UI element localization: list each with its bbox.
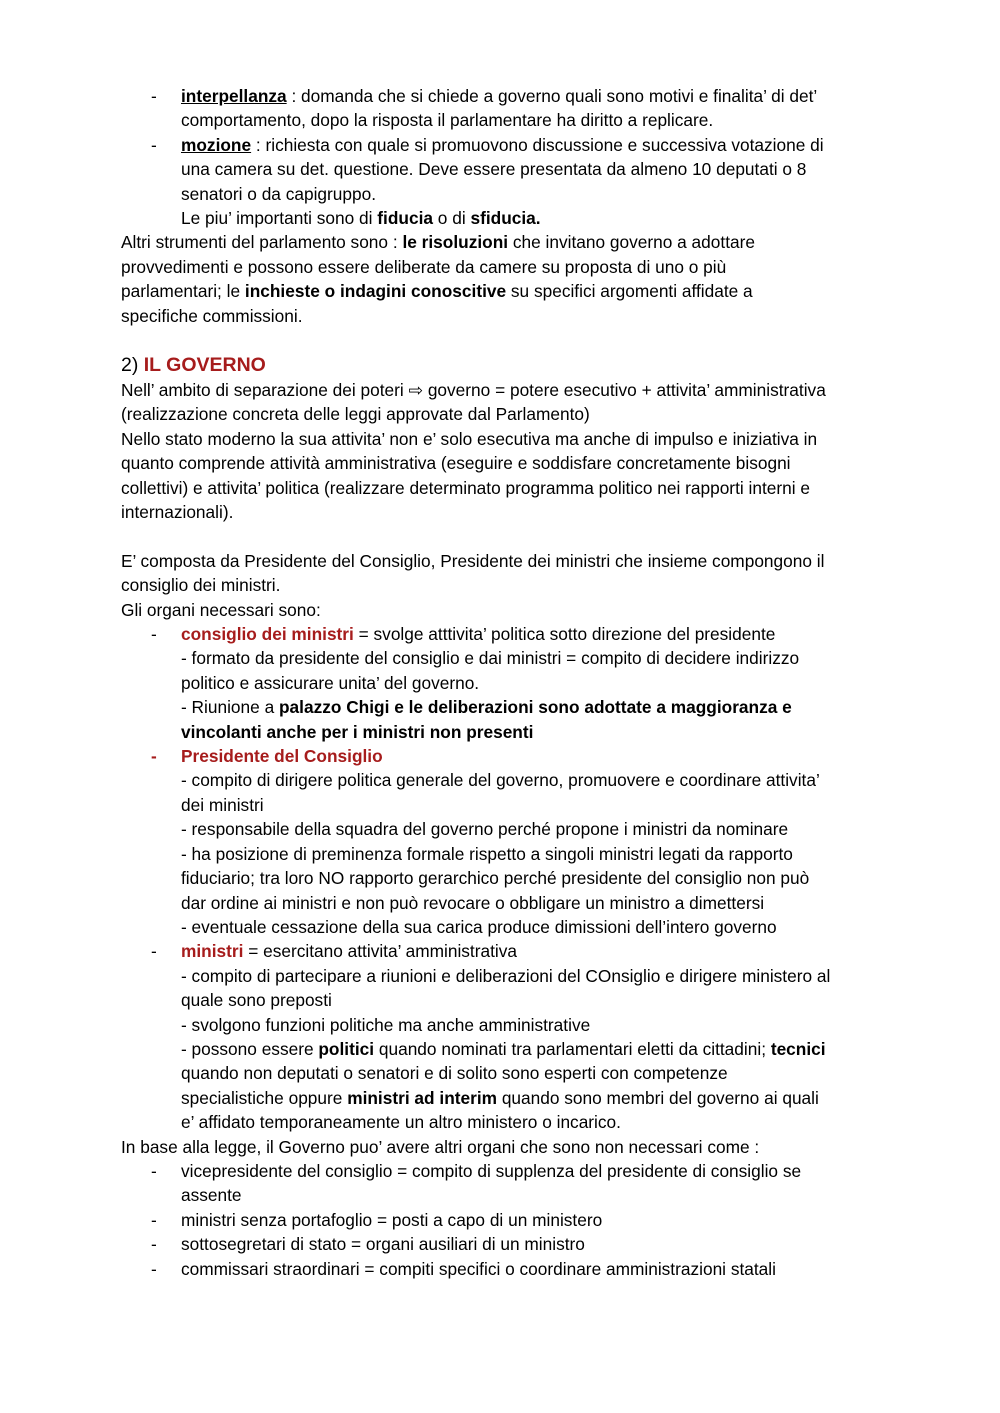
list-item-vicepresidente: - vicepresidente del consiglio = compito di supplenza del presidente di consiglio se assente <box>151 1160 802 1206</box>
list-item-consiglio-dei-ministri: - consiglio dei ministri = svolge atttivita’ politica sotto direzione del presidente - formato da presidente del consiglio e dai ministri = compito di decidere indirizzo politico e assicurare unita’ del governo. - Riunione a palazzo Chigi e le deliberazioni sono adottate a maggioranza e vincolanti anche per i ministri non presenti <box>151 624 800 742</box>
bullet-dash: - <box>151 1258 157 1279</box>
intro-paragraph: Nell’ ambito di separazione dei poteri ⇨ governo = potere esecutivo + attivita’ amministrativa (realizzazione concreta delle leggi approvate dal Parlamento) Nello stato moderno la sua attivita’ non e’ solo esecutiva ma anche di impulso e iniziativa in quanto comprende attività amministrativa (eseguire e soddisfare concretamente bisogni collettivi) e attivita’ politica (realizzare determinato programma politico nei rapporti interni e internazionali). <box>121 380 826 523</box>
list-item-ministri: - ministri = esercitano attivita’ amministrativa - compito di partecipare a riunioni e deliberazioni del COnsiglio e dirigere ministero al quale sono preposti - svolgono funzioni politiche ma anche amministrative - possono essere politici quando nominati tra parlamentari eletti da cittadini; tecnici quando non deputati o senatori e di solito sono esperti con competenze specialistiche oppure ministri ad interim quando sono membri del governo ai quali e’ affidato temporaneamente un altro ministero o incarico. <box>151 941 831 1133</box>
list-item-sottosegretari: - sottosegretari di stato = organi ausiliari di un ministro <box>121 1232 891 1256</box>
section-title: IL GOVERNO <box>143 354 266 376</box>
mozione-text: : richiesta con quale si promuovono discussione e successiva votazione di <box>251 134 824 155</box>
bullet-dash: - <box>151 1209 157 1230</box>
bullet-dash: - <box>151 1160 157 1181</box>
list-item-mozione <box>121 133 891 231</box>
term-interpellanza: interpellanza <box>181 86 287 106</box>
list-item-commissari: - commissari straordinari = compiti specifici o coordinare amministrazioni statali <box>121 1257 891 1281</box>
list-item-ministri-senza-portafoglio: - ministri senza portafoglio = posti a capo di un ministero <box>121 1208 891 1232</box>
composta-paragraph: E’ composta da Presidente del Consiglio, Presidente dei ministri che insieme compongono il consiglio dei ministri. Gli organi necessari sono: <box>121 550 825 620</box>
bullet-dash: - <box>151 941 157 962</box>
altri-organi-intro: In base alla legge, il Governo puo’ avere altri organi che sono non necessari come : <box>121 1136 760 1157</box>
term-mozione: mozione <box>181 134 252 155</box>
list-item-interpellanza <box>121 84 891 133</box>
altri-strumenti-paragraph: Altri strumenti del parlamento sono : le risoluzioni che invitano governo a adottare provvedimenti e possono essere deliberate da camere su proposta di uno o più parlamentari; le inchieste o indagini conoscitive su specifici argomenti affidate a specifiche commissioni. <box>121 232 755 326</box>
section-number: 2) <box>121 354 144 376</box>
term-presidente: Presidente del Consiglio <box>181 746 383 767</box>
mozione-text-4: Le piu’ importanti sono di fiducia o di sfiducia. <box>181 208 541 229</box>
term-consiglio: consiglio dei ministri <box>181 624 354 645</box>
bullet-dash: - <box>151 1234 157 1255</box>
list-item-presidente-del-consiglio: - Presidente del Consiglio - compito di dirigere politica generale del governo, promuovere e coordinare attivita’ dei ministri - responsabile della squadra del governo perché propone i ministri da nominare - ha posizione di preminenza formale rispetto a singoli ministri legati da rapporto fiduciario; tra loro NO rapporto gerarchico perché presidente del consiglio non può dar ordine ai ministri e non può revocare o obbligare un ministro a dimettersi - eventuale cessazione della sua carica produce dimissioni dell’intero governo <box>151 746 820 937</box>
parliament-tools-block <box>121 84 891 328</box>
bullet-dash: - <box>151 134 157 155</box>
mozione-text-3: senatori o da capigruppo. <box>181 183 377 204</box>
interpellanza-text-2: comportamento, dopo la risposta il parlamentare ha diritto a replicare. <box>181 110 714 131</box>
interpellanza-text: : domanda che si chiede a governo quali sono motivi e finalita’ di det’ <box>286 86 818 106</box>
section-heading <box>121 352 891 378</box>
bullet-dash: - <box>151 746 157 767</box>
bullet-dash: - <box>151 86 157 106</box>
term-ministri: ministri <box>181 941 244 962</box>
governo-body <box>121 378 891 1281</box>
mozione-text-2: una camera su det. questione. Deve essere presentata da almeno 10 deputati o 8 <box>181 159 807 180</box>
bullet-dash: - <box>151 624 157 645</box>
